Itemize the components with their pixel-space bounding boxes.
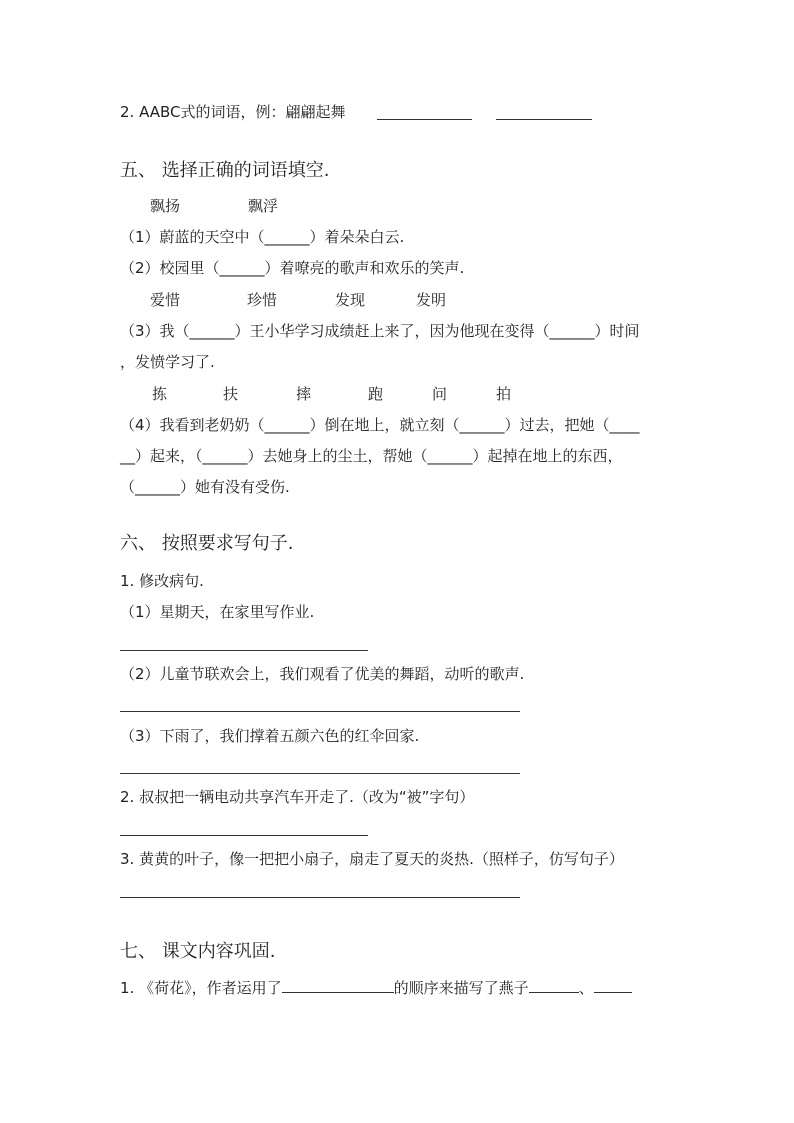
answer-line-4[interactable] [120,835,368,836]
word-choice: 爱惜 [150,291,181,309]
question-lotus-part-b: 的顺序来描写了燕子 [393,979,529,997]
fill-sentence-4c: （______）她有没有受伤. [120,478,290,496]
word-choice: 飘浮 [248,197,279,215]
word-choice: 拍 [496,385,512,403]
question-lotus [120,977,632,998]
answer-blank-aabc-2[interactable] [496,119,592,120]
fill-sentence-2: （2）校园里（______）着嘹亮的歌声和欢乐的笑声. [120,259,465,277]
question-lotus-part-a: 1. 《荷花》，作者运用了 [120,979,282,997]
word-choice: 发明 [416,291,447,309]
answer-blank-swallow-2[interactable] [594,977,632,993]
word-choice: 扶 [223,385,239,403]
fill-sentence-4a: （4）我看到老奶奶（______）倒在地上，就立刻（______）过去，把她（____ [120,416,640,434]
answer-line-3[interactable] [120,773,520,774]
word-choice: 跑 [368,385,384,403]
section-heading-seven: 七、 课文内容巩固. [120,941,276,962]
answer-line-1[interactable] [120,650,368,651]
fill-sentence-3a: （3）我（______）王小华学习成绩赶上来了，因为他现在变得（______）时间 [120,322,640,340]
fill-sentence-3b: ，发愤学习了. [120,353,215,371]
question-imitate-sentence: 3. 黄黄的叶子，像一把把小扇子，扇走了夏天的炎热.（照样子，仿写句子） [120,850,624,868]
answer-blank-swallow-1[interactable] [529,977,579,993]
word-choice: 珍惜 [247,291,278,309]
sentence-3: （3）下雨了，我们撑着五颜六色的红伞回家. [120,727,420,745]
question-fix-sentences: 1. 修改病句. [120,572,204,590]
answer-blank-order[interactable] [282,977,394,993]
answer-line-5[interactable] [120,897,520,898]
fill-sentence-4b: __）起来，（______）去她身上的尘土，帮她（______）起掉在地上的东西， [120,447,623,465]
question-lotus-part-c: 、 [578,979,594,997]
section-heading-five: 五、 选择正确的词语填空. [120,160,330,181]
question-bei-sentence: 2. 叔叔把一辆电动共享汽车开走了.（改为“被”字句） [120,788,475,806]
answer-line-2[interactable] [120,711,520,712]
answer-blank-aabc-1[interactable] [377,119,472,120]
fill-sentence-1: （1）蔚蓝的天空中（______）着朵朵白云. [120,228,405,246]
word-choice: 发现 [335,291,366,309]
section-heading-six: 六、 按照要求写句子. [120,533,294,554]
word-choice: 飘扬 [150,197,181,215]
sentence-2: （2）儿童节联欢会上，我们观看了优美的舞蹈，动听的歌声. [120,665,525,683]
word-choice: 拣 [152,385,168,403]
question-aabc-words: 2. AABC式的词语，例：翩翩起舞 [120,103,346,121]
sentence-1: （1）星期天，在家里写作业. [120,603,315,621]
word-choice: 摔 [296,385,312,403]
word-choice: 问 [432,385,448,403]
